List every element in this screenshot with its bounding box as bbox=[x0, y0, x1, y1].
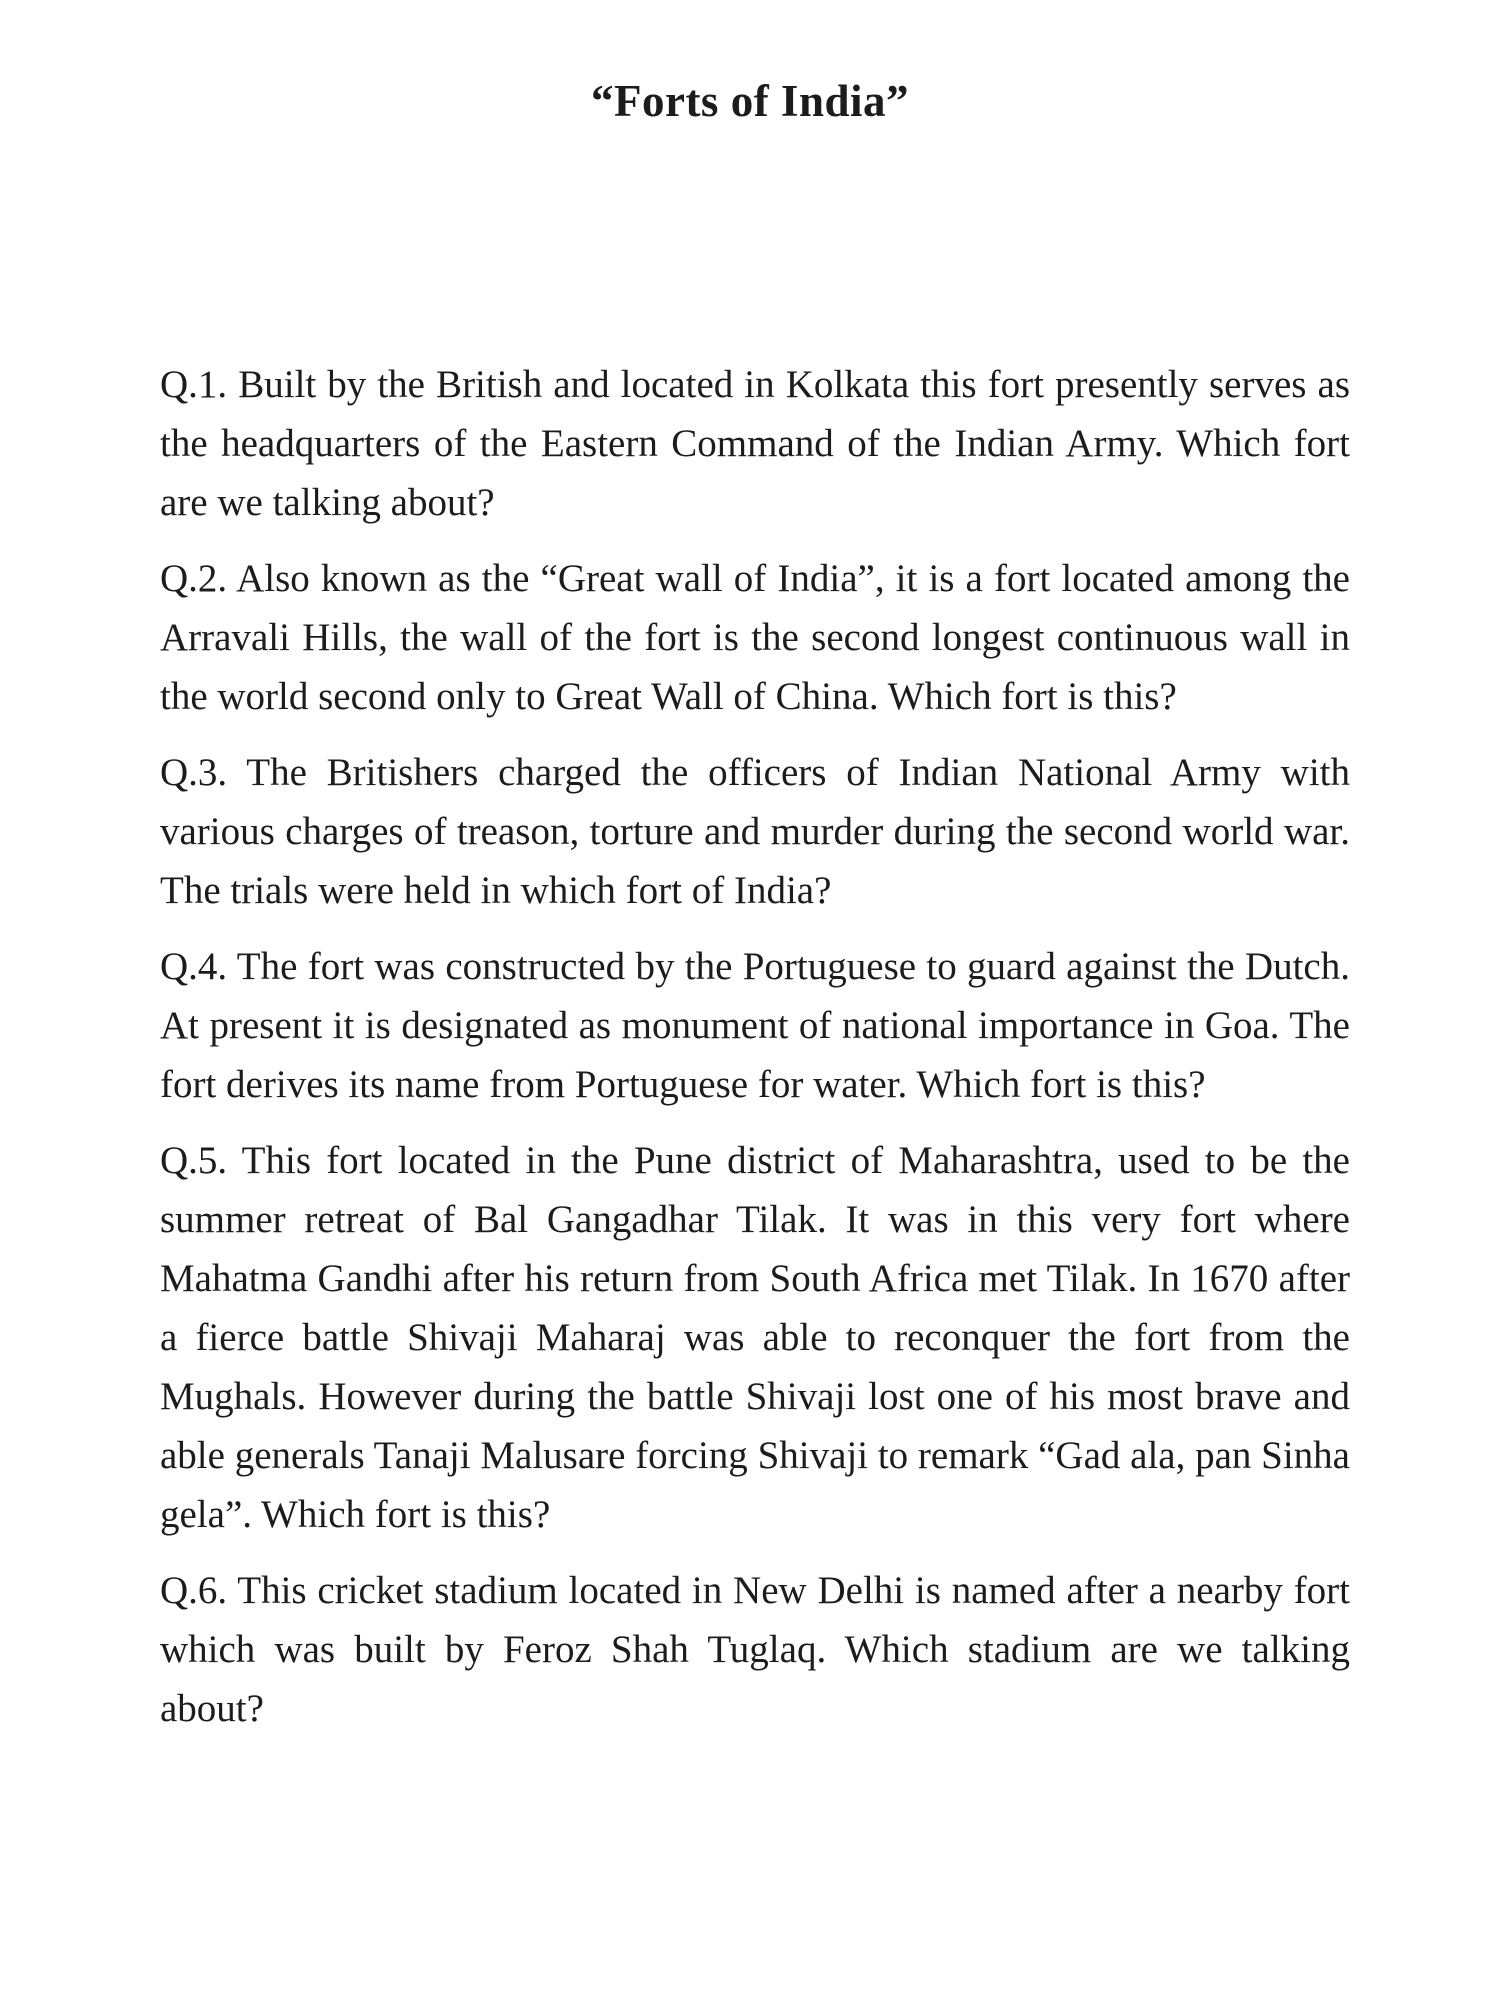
question-5: Q.5. This fort located in the Pune district of Maharashtra, used to be the summer retreat of Bal Gangadhar Tilak. It was in this very fort where Mahatma Gandhi after his return from South Africa met Tilak. In 1670 after a fierce battle Shivaji Maharaj was able to reconquer the fort from the Mughals. However during the battle Shivaji lost one of his most brave and able generals Tanaji Malusare forcing Shivaji to remark “Gad ala, pan Sinha gela”. Which fort is this? bbox=[160, 1139, 1350, 1536]
question-2: Q.2. Also known as the “Great wall of India”, it is a fort located among the Arravali Hills, the wall of the fort is the second longest continuous wall in the world second only to Great Wall of China. Which fort is this? bbox=[160, 557, 1350, 718]
question-6: Q.6. This cricket stadium located in New Delhi is named after a nearby fort which was built by Feroz Shah Tuglaq. Which stadium are we talking about? bbox=[160, 1569, 1350, 1730]
question-list bbox=[160, 355, 1350, 1755]
question-1: Q.1. Built by the British and located in Kolkata this fort presently serves as the headquarters of the Eastern Command of the Indian Army. Which fort are we talking about? bbox=[160, 363, 1350, 524]
question-3: Q.3. The Britishers charged the officers of Indian National Army with various charges of treason, torture and murder during the second world war. The trials were held in which fort of India? bbox=[160, 751, 1350, 912]
question-4: Q.4. The fort was constructed by the Portuguese to guard against the Dutch. At present it is designated as monument of national importance in Goa. The fort derives its name from Portuguese for water. Which fort is this? bbox=[160, 945, 1350, 1106]
page-title: “Forts of India” bbox=[590, 76, 909, 127]
